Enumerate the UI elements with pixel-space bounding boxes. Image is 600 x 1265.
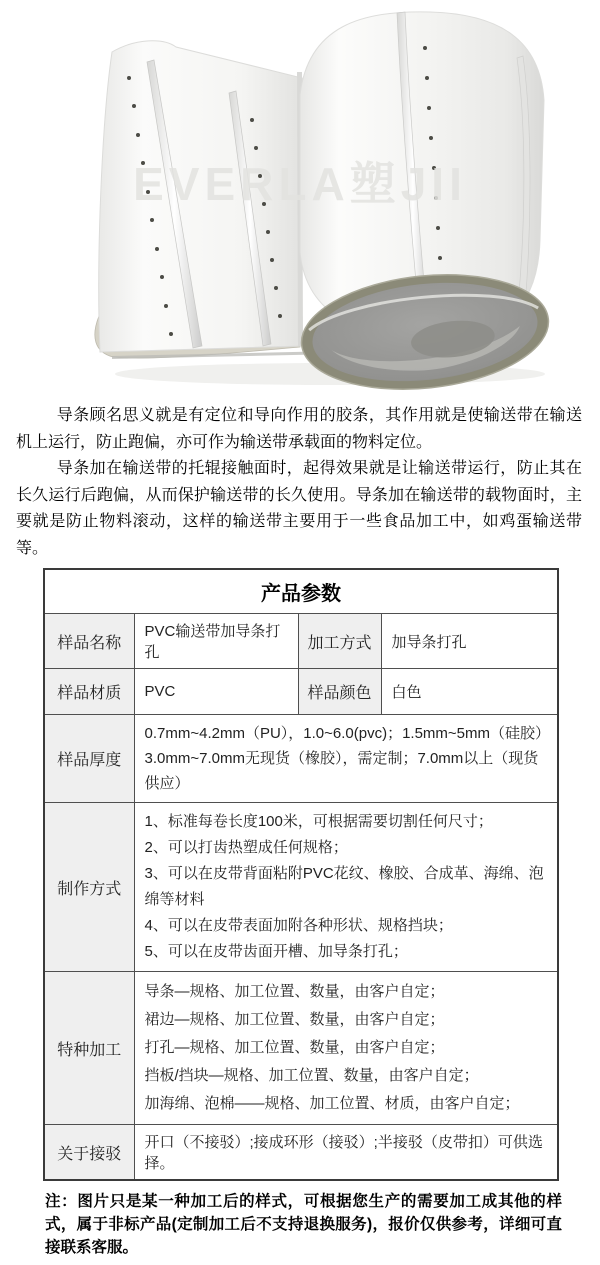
param-value: 白色 (381, 669, 558, 715)
value-line: 3.0mm~7.0mm无现货（橡胶），需定制；7.0mm以上（现货供应） (144, 750, 539, 792)
param-label: 样品材质 (44, 669, 134, 715)
watermark: EVERLA塑JII (133, 158, 467, 210)
row-making-method (44, 803, 558, 972)
param-label: 制作方式 (44, 803, 134, 972)
value-line: 2、可以打齿热塑成任何规格； (144, 839, 348, 856)
intro-section (0, 395, 600, 564)
param-value (134, 972, 558, 1125)
row-sample-thickness (44, 715, 558, 803)
value-line: 加海绵、泡棉——规格、加工位置、材质，由客户自定； (144, 1095, 520, 1112)
param-value: 开口（不接驳）;接成环形（接驳）;半接驳（皮带扣）可供选择。 (134, 1125, 558, 1181)
bottom-note: 注：图片只是某一种加工后的样式，可根据您生产的需要加工成其他的样式，属于非标产品(定制加工后不支持退换服务)，报价仅供参考，详细可直接联系客服。 (45, 1193, 562, 1256)
value-line: 0.7mm~4.2mm（PU），1.0~6.0(pvc)；1.5mm~5mm（硅胶） (144, 725, 551, 742)
param-value: PVC (134, 669, 298, 715)
intro-paragraph-2: 导条加在输送带的托辊接触面时，起得效果就是让输送带运行，防止其在长久运行后跑偏，从而保护输送带的长久使用。导条加在输送带的载物面时，主要就是防止物料滚动，这样的输送带主要用于一些食品加工中，如鸡蛋输送带等。 (16, 460, 582, 557)
value-line: 裙边—规格、加工位置、数量，由客户自定； (144, 1011, 445, 1028)
intro-paragraph-1: 导条顾名思义就是有定位和导向作用的胶条，其作用就是使输送带在输送机上运行，防止跑偏，亦可作为输送带承载面的物料定位。 (16, 407, 582, 451)
param-value (134, 715, 558, 803)
param-label: 特种加工 (44, 972, 134, 1125)
param-value: PVC输送带加导条打孔 (134, 614, 298, 669)
row-special-processing (44, 972, 558, 1125)
param-label: 样品名称 (44, 614, 134, 669)
param-label: 关于接驳 (44, 1125, 134, 1181)
param-label: 样品颜色 (298, 669, 381, 715)
value-line: 打孔—规格、加工位置、数量，由客户自定； (144, 1039, 445, 1056)
row-joint (44, 1125, 558, 1181)
param-value: 加导条打孔 (381, 614, 558, 669)
param-label: 加工方式 (298, 614, 381, 669)
product-photo (0, 0, 600, 395)
value-line: 1、标准每卷长度100米，可根据需要切割任何尺寸； (144, 813, 493, 830)
param-value (134, 803, 558, 972)
row-sample-name (44, 614, 558, 669)
belt-illustration (0, 0, 600, 395)
value-line: 3、可以在皮带背面粘附PVC花纹、橡胶、合成革、海绵、泡绵等材料 (144, 865, 544, 908)
value-line: 导条—规格、加工位置、数量，由客户自定； (144, 983, 445, 1000)
belt-sheet (99, 41, 302, 352)
params-table (43, 568, 559, 1181)
table-title-row (44, 569, 558, 614)
value-line: 5、可以在皮带齿面开槽、加导条打孔； (144, 943, 408, 960)
value-line: 4、可以在皮带表面加附各种形状、规格挡块； (144, 917, 453, 934)
param-label: 样品厚度 (44, 715, 134, 803)
row-sample-material (44, 669, 558, 715)
value-line: 挡板/挡块—规格、加工位置、数量，由客户自定； (144, 1067, 479, 1084)
table-title: 产品参数 (44, 569, 558, 614)
